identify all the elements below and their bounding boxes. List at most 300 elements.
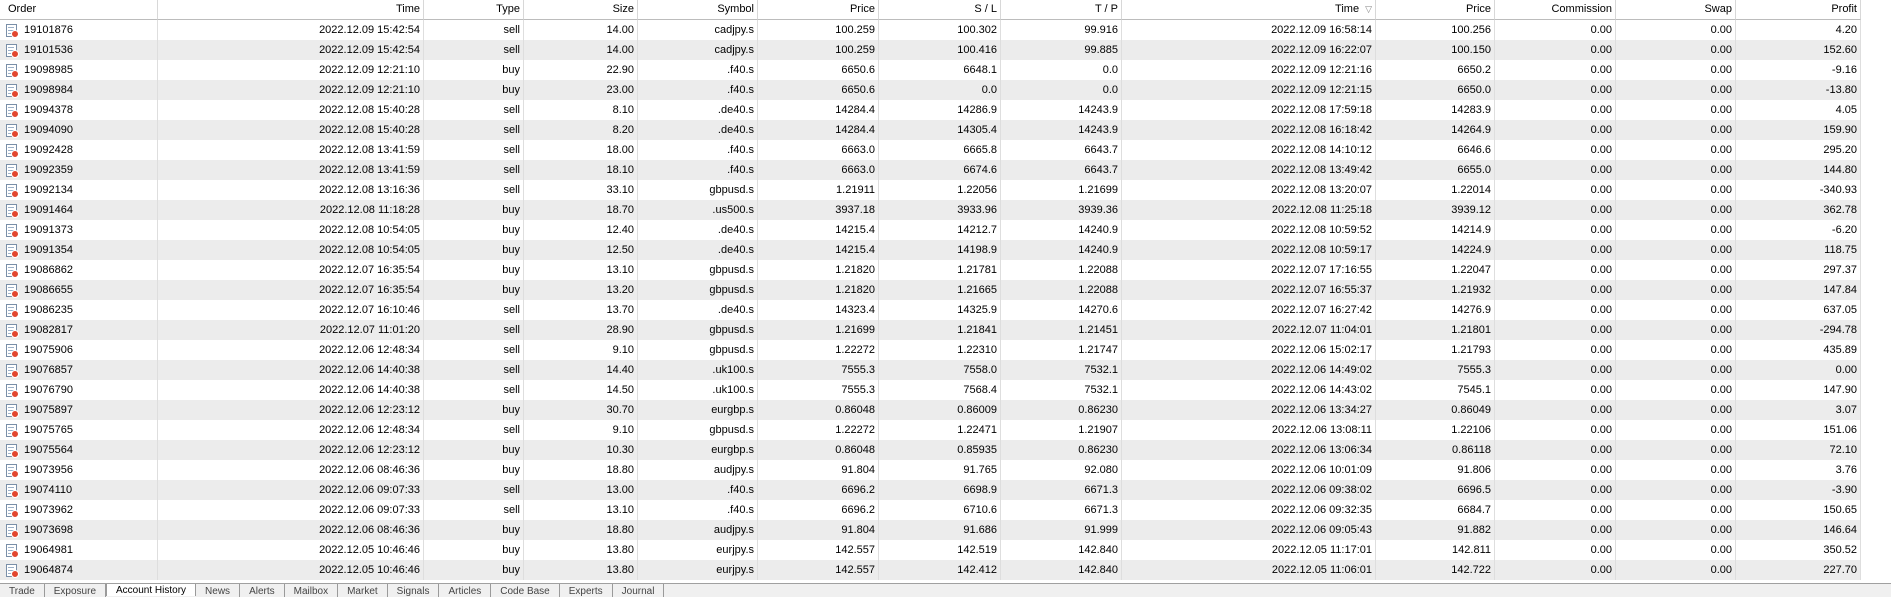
table-row-6-profit[interactable] (1736, 140, 1861, 160)
tab-code-base[interactable]: Code Base (491, 584, 559, 597)
table-row-24-swap[interactable] (1616, 500, 1736, 520)
table-row-4-close-price[interactable] (1376, 100, 1495, 120)
table-row-20-stop-loss[interactable] (879, 420, 1001, 440)
table-row-27-stop-loss[interactable] (879, 560, 1001, 580)
table-row-3-stop-loss[interactable] (879, 80, 1001, 100)
table-row-23-stop-loss[interactable] (879, 480, 1001, 500)
table-row-19-close-time[interactable] (1122, 400, 1376, 420)
table-row-19-type[interactable] (424, 400, 524, 420)
table-row-19-open-price[interactable] (758, 400, 879, 420)
table-row-2-open-price[interactable] (758, 60, 879, 80)
table-row-23-symbol[interactable] (638, 480, 758, 500)
table-row-24-order[interactable] (0, 500, 158, 520)
table-row-16-close-price[interactable] (1376, 340, 1495, 360)
table-row-24-size[interactable] (524, 500, 638, 520)
table-row-11-open-price[interactable] (758, 240, 879, 260)
table-row-21-take-profit[interactable] (1001, 440, 1122, 460)
table-row-6-swap[interactable] (1616, 140, 1736, 160)
table-row-27-open-price[interactable] (758, 560, 879, 580)
table-row-26-symbol[interactable] (638, 540, 758, 560)
table-row-0-profit[interactable] (1736, 20, 1861, 40)
table-row-24-open-price[interactable] (758, 500, 879, 520)
table-row-26-open-time[interactable] (158, 540, 424, 560)
table-row-23-size[interactable] (524, 480, 638, 500)
table-row-2-stop-loss[interactable] (879, 60, 1001, 80)
table-row-17-take-profit[interactable] (1001, 360, 1122, 380)
table-row-7-stop-loss[interactable] (879, 160, 1001, 180)
table-row-22-type[interactable] (424, 460, 524, 480)
table-row-13-open-price[interactable] (758, 280, 879, 300)
table-row-13-take-profit[interactable] (1001, 280, 1122, 300)
table-row-7-swap[interactable] (1616, 160, 1736, 180)
table-row-23-open-time[interactable] (158, 480, 424, 500)
table-row-15-close-price[interactable] (1376, 320, 1495, 340)
table-row-14-commission[interactable] (1495, 300, 1616, 320)
table-row-19-open-time[interactable] (158, 400, 424, 420)
table-row-25-open-time[interactable] (158, 520, 424, 540)
table-row-0-size[interactable] (524, 20, 638, 40)
table-row-5-stop-loss[interactable] (879, 120, 1001, 140)
table-row-7-type[interactable] (424, 160, 524, 180)
table-row-23-close-time[interactable] (1122, 480, 1376, 500)
table-row-8-order[interactable] (0, 180, 158, 200)
table-row-8-commission[interactable] (1495, 180, 1616, 200)
table-row-2-open-time[interactable] (158, 60, 424, 80)
table-row-9-symbol[interactable] (638, 200, 758, 220)
table-row-27-size[interactable] (524, 560, 638, 580)
table-row-18-close-time[interactable] (1122, 380, 1376, 400)
table-row-9-order[interactable] (0, 200, 158, 220)
table-row-1-order[interactable] (0, 40, 158, 60)
column-header-open-time[interactable] (158, 0, 424, 20)
table-row-6-type[interactable] (424, 140, 524, 160)
table-row-21-open-price[interactable] (758, 440, 879, 460)
table-row-15-type[interactable] (424, 320, 524, 340)
table-row-14-profit[interactable] (1736, 300, 1861, 320)
table-row-1-take-profit[interactable] (1001, 40, 1122, 60)
table-row-10-swap[interactable] (1616, 220, 1736, 240)
table-row-17-symbol[interactable] (638, 360, 758, 380)
table-row-26-close-time[interactable] (1122, 540, 1376, 560)
table-row-5-close-price[interactable] (1376, 120, 1495, 140)
table-row-18-order[interactable] (0, 380, 158, 400)
table-row-13-symbol[interactable] (638, 280, 758, 300)
table-row-15-profit[interactable] (1736, 320, 1861, 340)
table-row-20-close-price[interactable] (1376, 420, 1495, 440)
table-row-25-close-price[interactable] (1376, 520, 1495, 540)
table-row-10-open-time[interactable] (158, 220, 424, 240)
table-row-8-open-time[interactable] (158, 180, 424, 200)
table-row-23-type[interactable] (424, 480, 524, 500)
table-row-10-type[interactable] (424, 220, 524, 240)
column-header-commission[interactable] (1495, 0, 1616, 20)
table-row-25-order[interactable] (0, 520, 158, 540)
table-row-12-profit[interactable] (1736, 260, 1861, 280)
table-row-0-close-price[interactable] (1376, 20, 1495, 40)
table-row-25-commission[interactable] (1495, 520, 1616, 540)
table-row-9-stop-loss[interactable] (879, 200, 1001, 220)
table-row-15-order[interactable] (0, 320, 158, 340)
table-row-18-open-time[interactable] (158, 380, 424, 400)
table-row-1-close-time[interactable] (1122, 40, 1376, 60)
table-row-4-symbol[interactable] (638, 100, 758, 120)
table-row-15-size[interactable] (524, 320, 638, 340)
table-row-8-symbol[interactable] (638, 180, 758, 200)
table-row-21-size[interactable] (524, 440, 638, 460)
table-row-26-swap[interactable] (1616, 540, 1736, 560)
table-row-14-open-time[interactable] (158, 300, 424, 320)
table-row-7-order[interactable] (0, 160, 158, 180)
table-row-20-swap[interactable] (1616, 420, 1736, 440)
table-row-21-commission[interactable] (1495, 440, 1616, 460)
table-row-10-stop-loss[interactable] (879, 220, 1001, 240)
table-row-1-symbol[interactable] (638, 40, 758, 60)
table-row-4-profit[interactable] (1736, 100, 1861, 120)
table-row-26-close-price[interactable] (1376, 540, 1495, 560)
table-row-1-profit[interactable] (1736, 40, 1861, 60)
table-row-18-commission[interactable] (1495, 380, 1616, 400)
table-row-24-close-price[interactable] (1376, 500, 1495, 520)
table-row-0-open-time[interactable] (158, 20, 424, 40)
table-row-2-take-profit[interactable] (1001, 60, 1122, 80)
table-row-19-profit[interactable] (1736, 400, 1861, 420)
table-row-22-profit[interactable] (1736, 460, 1861, 480)
table-row-0-close-time[interactable] (1122, 20, 1376, 40)
table-row-20-commission[interactable] (1495, 420, 1616, 440)
table-row-23-commission[interactable] (1495, 480, 1616, 500)
table-row-8-type[interactable] (424, 180, 524, 200)
table-row-18-symbol[interactable] (638, 380, 758, 400)
table-row-6-open-price[interactable] (758, 140, 879, 160)
table-row-11-take-profit[interactable] (1001, 240, 1122, 260)
table-row-1-open-price[interactable] (758, 40, 879, 60)
table-row-3-profit[interactable] (1736, 80, 1861, 100)
table-row-22-symbol[interactable] (638, 460, 758, 480)
table-row-21-swap[interactable] (1616, 440, 1736, 460)
table-row-23-open-price[interactable] (758, 480, 879, 500)
table-row-20-open-price[interactable] (758, 420, 879, 440)
table-row-15-close-time[interactable] (1122, 320, 1376, 340)
table-row-5-take-profit[interactable] (1001, 120, 1122, 140)
column-header-size[interactable] (524, 0, 638, 20)
table-row-14-take-profit[interactable] (1001, 300, 1122, 320)
table-row-12-size[interactable] (524, 260, 638, 280)
table-row-13-profit[interactable] (1736, 280, 1861, 300)
table-row-3-close-time[interactable] (1122, 80, 1376, 100)
tab-exposure[interactable]: Exposure (45, 584, 106, 597)
table-row-2-order[interactable] (0, 60, 158, 80)
table-row-16-type[interactable] (424, 340, 524, 360)
table-row-3-type[interactable] (424, 80, 524, 100)
table-row-13-open-time[interactable] (158, 280, 424, 300)
table-row-12-type[interactable] (424, 260, 524, 280)
table-row-18-open-price[interactable] (758, 380, 879, 400)
table-row-6-open-time[interactable] (158, 140, 424, 160)
table-row-4-close-time[interactable] (1122, 100, 1376, 120)
table-row-0-stop-loss[interactable] (879, 20, 1001, 40)
table-row-21-order[interactable] (0, 440, 158, 460)
table-row-14-stop-loss[interactable] (879, 300, 1001, 320)
table-row-7-profit[interactable] (1736, 160, 1861, 180)
table-row-1-stop-loss[interactable] (879, 40, 1001, 60)
table-row-2-profit[interactable] (1736, 60, 1861, 80)
table-row-25-profit[interactable] (1736, 520, 1861, 540)
table-row-24-type[interactable] (424, 500, 524, 520)
table-row-22-order[interactable] (0, 460, 158, 480)
table-row-14-swap[interactable] (1616, 300, 1736, 320)
tab-articles[interactable]: Articles (439, 584, 491, 597)
table-row-12-close-time[interactable] (1122, 260, 1376, 280)
table-row-16-profit[interactable] (1736, 340, 1861, 360)
table-row-4-open-price[interactable] (758, 100, 879, 120)
table-row-13-stop-loss[interactable] (879, 280, 1001, 300)
table-row-10-take-profit[interactable] (1001, 220, 1122, 240)
table-row-18-take-profit[interactable] (1001, 380, 1122, 400)
table-row-25-take-profit[interactable] (1001, 520, 1122, 540)
table-row-23-order[interactable] (0, 480, 158, 500)
table-row-9-type[interactable] (424, 200, 524, 220)
table-row-6-size[interactable] (524, 140, 638, 160)
table-row-20-type[interactable] (424, 420, 524, 440)
table-row-6-take-profit[interactable] (1001, 140, 1122, 160)
table-row-15-take-profit[interactable] (1001, 320, 1122, 340)
table-row-8-open-price[interactable] (758, 180, 879, 200)
table-row-3-open-time[interactable] (158, 80, 424, 100)
table-row-26-stop-loss[interactable] (879, 540, 1001, 560)
table-row-22-take-profit[interactable] (1001, 460, 1122, 480)
table-row-23-take-profit[interactable] (1001, 480, 1122, 500)
table-row-10-close-time[interactable] (1122, 220, 1376, 240)
table-row-20-profit[interactable] (1736, 420, 1861, 440)
table-row-16-take-profit[interactable] (1001, 340, 1122, 360)
tab-alerts[interactable]: Alerts (240, 584, 285, 597)
table-row-14-close-time[interactable] (1122, 300, 1376, 320)
table-row-17-size[interactable] (524, 360, 638, 380)
table-row-22-open-price[interactable] (758, 460, 879, 480)
table-row-10-profit[interactable] (1736, 220, 1861, 240)
table-row-21-open-time[interactable] (158, 440, 424, 460)
table-row-14-order[interactable] (0, 300, 158, 320)
table-row-8-profit[interactable] (1736, 180, 1861, 200)
table-row-8-stop-loss[interactable] (879, 180, 1001, 200)
table-row-26-order[interactable] (0, 540, 158, 560)
column-header-profit[interactable] (1736, 0, 1861, 20)
table-row-18-type[interactable] (424, 380, 524, 400)
table-row-5-size[interactable] (524, 120, 638, 140)
table-row-7-commission[interactable] (1495, 160, 1616, 180)
table-row-27-swap[interactable] (1616, 560, 1736, 580)
table-row-6-stop-loss[interactable] (879, 140, 1001, 160)
table-row-14-size[interactable] (524, 300, 638, 320)
table-row-3-close-price[interactable] (1376, 80, 1495, 100)
table-row-17-type[interactable] (424, 360, 524, 380)
table-row-25-swap[interactable] (1616, 520, 1736, 540)
table-row-19-take-profit[interactable] (1001, 400, 1122, 420)
table-row-26-commission[interactable] (1495, 540, 1616, 560)
column-header-symbol[interactable] (638, 0, 758, 20)
table-row-0-symbol[interactable] (638, 20, 758, 40)
table-row-8-close-price[interactable] (1376, 180, 1495, 200)
table-row-10-symbol[interactable] (638, 220, 758, 240)
table-row-1-swap[interactable] (1616, 40, 1736, 60)
table-row-16-open-time[interactable] (158, 340, 424, 360)
column-header-stop-loss[interactable] (879, 0, 1001, 20)
table-row-9-close-time[interactable] (1122, 200, 1376, 220)
table-row-26-open-price[interactable] (758, 540, 879, 560)
table-row-27-type[interactable] (424, 560, 524, 580)
table-row-11-close-time[interactable] (1122, 240, 1376, 260)
table-row-19-close-price[interactable] (1376, 400, 1495, 420)
table-row-6-order[interactable] (0, 140, 158, 160)
table-row-22-stop-loss[interactable] (879, 460, 1001, 480)
table-row-3-swap[interactable] (1616, 80, 1736, 100)
table-row-15-open-price[interactable] (758, 320, 879, 340)
table-row-0-type[interactable] (424, 20, 524, 40)
table-row-5-symbol[interactable] (638, 120, 758, 140)
table-row-7-open-time[interactable] (158, 160, 424, 180)
table-row-19-size[interactable] (524, 400, 638, 420)
table-row-11-order[interactable] (0, 240, 158, 260)
tab-trade[interactable]: Trade (0, 584, 45, 597)
table-row-22-swap[interactable] (1616, 460, 1736, 480)
table-row-17-open-price[interactable] (758, 360, 879, 380)
table-row-7-symbol[interactable] (638, 160, 758, 180)
table-row-27-take-profit[interactable] (1001, 560, 1122, 580)
table-row-10-open-price[interactable] (758, 220, 879, 240)
tab-account-history[interactable]: Account History (106, 583, 196, 596)
table-row-15-swap[interactable] (1616, 320, 1736, 340)
tab-news[interactable]: News (196, 584, 240, 597)
table-row-22-close-time[interactable] (1122, 460, 1376, 480)
table-row-2-close-price[interactable] (1376, 60, 1495, 80)
table-row-9-commission[interactable] (1495, 200, 1616, 220)
table-row-16-close-time[interactable] (1122, 340, 1376, 360)
table-row-0-take-profit[interactable] (1001, 20, 1122, 40)
table-row-16-order[interactable] (0, 340, 158, 360)
table-row-27-open-time[interactable] (158, 560, 424, 580)
table-row-6-symbol[interactable] (638, 140, 758, 160)
table-row-20-order[interactable] (0, 420, 158, 440)
table-row-16-commission[interactable] (1495, 340, 1616, 360)
tab-mailbox[interactable]: Mailbox (285, 584, 338, 597)
table-row-17-open-time[interactable] (158, 360, 424, 380)
table-row-4-take-profit[interactable] (1001, 100, 1122, 120)
table-row-2-close-time[interactable] (1122, 60, 1376, 80)
table-row-19-commission[interactable] (1495, 400, 1616, 420)
column-header-swap[interactable] (1616, 0, 1736, 20)
table-row-20-size[interactable] (524, 420, 638, 440)
table-row-5-profit[interactable] (1736, 120, 1861, 140)
table-row-3-order[interactable] (0, 80, 158, 100)
table-row-25-close-time[interactable] (1122, 520, 1376, 540)
table-row-1-open-time[interactable] (158, 40, 424, 60)
table-row-12-open-price[interactable] (758, 260, 879, 280)
table-row-11-stop-loss[interactable] (879, 240, 1001, 260)
column-header-close-time[interactable] (1122, 0, 1376, 20)
table-row-0-swap[interactable] (1616, 20, 1736, 40)
table-row-9-open-time[interactable] (158, 200, 424, 220)
table-row-13-close-price[interactable] (1376, 280, 1495, 300)
table-row-24-commission[interactable] (1495, 500, 1616, 520)
table-row-3-size[interactable] (524, 80, 638, 100)
table-row-12-stop-loss[interactable] (879, 260, 1001, 280)
table-row-17-stop-loss[interactable] (879, 360, 1001, 380)
table-row-18-close-price[interactable] (1376, 380, 1495, 400)
table-row-21-close-price[interactable] (1376, 440, 1495, 460)
table-row-8-take-profit[interactable] (1001, 180, 1122, 200)
table-row-3-open-price[interactable] (758, 80, 879, 100)
table-row-15-stop-loss[interactable] (879, 320, 1001, 340)
column-header-type[interactable] (424, 0, 524, 20)
table-row-17-close-time[interactable] (1122, 360, 1376, 380)
table-row-9-profit[interactable] (1736, 200, 1861, 220)
table-row-24-take-profit[interactable] (1001, 500, 1122, 520)
table-row-13-commission[interactable] (1495, 280, 1616, 300)
table-row-3-commission[interactable] (1495, 80, 1616, 100)
tab-experts[interactable]: Experts (560, 584, 613, 597)
table-row-5-open-time[interactable] (158, 120, 424, 140)
table-row-21-close-time[interactable] (1122, 440, 1376, 460)
table-row-27-order[interactable] (0, 560, 158, 580)
table-row-15-symbol[interactable] (638, 320, 758, 340)
table-row-5-close-time[interactable] (1122, 120, 1376, 140)
table-row-2-type[interactable] (424, 60, 524, 80)
table-row-24-close-time[interactable] (1122, 500, 1376, 520)
table-row-7-size[interactable] (524, 160, 638, 180)
table-row-8-size[interactable] (524, 180, 638, 200)
table-row-3-symbol[interactable] (638, 80, 758, 100)
table-row-27-close-price[interactable] (1376, 560, 1495, 580)
table-row-17-profit[interactable] (1736, 360, 1861, 380)
table-row-7-take-profit[interactable] (1001, 160, 1122, 180)
table-row-11-swap[interactable] (1616, 240, 1736, 260)
table-row-10-order[interactable] (0, 220, 158, 240)
table-row-12-open-time[interactable] (158, 260, 424, 280)
table-row-23-close-price[interactable] (1376, 480, 1495, 500)
table-row-9-swap[interactable] (1616, 200, 1736, 220)
table-row-16-stop-loss[interactable] (879, 340, 1001, 360)
table-row-4-swap[interactable] (1616, 100, 1736, 120)
table-row-27-symbol[interactable] (638, 560, 758, 580)
table-row-7-open-price[interactable] (758, 160, 879, 180)
table-row-6-close-price[interactable] (1376, 140, 1495, 160)
table-row-19-swap[interactable] (1616, 400, 1736, 420)
tab-market[interactable]: Market (338, 584, 388, 597)
table-row-14-close-price[interactable] (1376, 300, 1495, 320)
table-row-18-size[interactable] (524, 380, 638, 400)
table-row-2-commission[interactable] (1495, 60, 1616, 80)
table-row-26-type[interactable] (424, 540, 524, 560)
tab-journal[interactable]: Journal (613, 584, 665, 597)
table-row-23-profit[interactable] (1736, 480, 1861, 500)
table-row-23-swap[interactable] (1616, 480, 1736, 500)
table-row-1-commission[interactable] (1495, 40, 1616, 60)
table-row-1-close-price[interactable] (1376, 40, 1495, 60)
table-row-21-stop-loss[interactable] (879, 440, 1001, 460)
table-row-13-order[interactable] (0, 280, 158, 300)
table-row-6-commission[interactable] (1495, 140, 1616, 160)
table-row-27-profit[interactable] (1736, 560, 1861, 580)
table-row-12-swap[interactable] (1616, 260, 1736, 280)
table-row-19-stop-loss[interactable] (879, 400, 1001, 420)
table-row-0-open-price[interactable] (758, 20, 879, 40)
table-row-8-close-time[interactable] (1122, 180, 1376, 200)
table-row-14-symbol[interactable] (638, 300, 758, 320)
table-row-14-type[interactable] (424, 300, 524, 320)
table-row-1-type[interactable] (424, 40, 524, 60)
table-row-13-close-time[interactable] (1122, 280, 1376, 300)
column-header-close-price[interactable] (1376, 0, 1495, 20)
